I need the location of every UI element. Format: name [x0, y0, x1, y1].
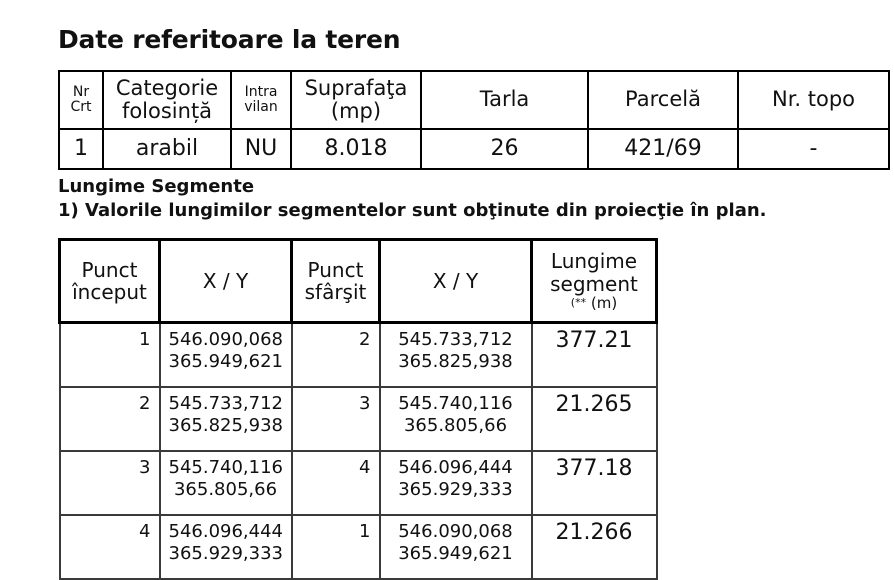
cell-xy-end: 545.740,116 365.805,66 [380, 387, 532, 451]
cell-xy-start: 546.090,068 365.949,621 [160, 323, 292, 388]
cell-punct-sfarsit: 1 [292, 515, 380, 579]
cell-categorie-folosinta: arabil [103, 129, 231, 169]
cell-punct-inceput: 2 [60, 387, 160, 451]
segment-lengths-table [58, 238, 658, 580]
cell-lungime-segment: 377.21 [532, 323, 657, 388]
cell-nr-topo: - [738, 129, 889, 169]
cell-punct-inceput: 4 [60, 515, 160, 579]
segment-notes [58, 175, 767, 223]
column-header-xy-start: X / Y [160, 240, 292, 323]
land-data-table [58, 70, 890, 170]
column-header-intravilan: Intra vilan [231, 71, 291, 129]
page-title: Date referitoare la teren [58, 25, 401, 54]
table-row [60, 323, 657, 388]
cell-punct-inceput: 1 [60, 323, 160, 388]
cell-punct-sfarsit: 3 [292, 387, 380, 451]
column-header-parcela: Parcelă [588, 71, 738, 129]
lungime-unit: (** (m) [570, 293, 618, 312]
notes-line-1: 1) Valorile lungimilor segmentelor sunt obţinute din proiecţie în plan. [58, 199, 767, 221]
cell-nr-crt: 1 [59, 129, 103, 169]
cell-lungime-segment: 377.18 [532, 451, 657, 515]
column-header-punct-inceput: Punct început [60, 240, 160, 323]
cell-lungime-segment: 21.265 [532, 387, 657, 451]
notes-heading: Lungime Segmente [58, 176, 255, 197]
cell-punct-sfarsit: 4 [292, 451, 380, 515]
cell-parcela: 421/69 [588, 129, 738, 169]
column-header-tarla: Tarla [421, 71, 588, 129]
cell-xy-end: 546.096,444 365.929,333 [380, 451, 532, 515]
cell-tarla: 26 [421, 129, 588, 169]
column-header-xy-end: X / Y [380, 240, 532, 323]
column-header-punct-sfarsit: Punct sfârşit [292, 240, 380, 323]
cell-xy-start: 546.096,444 365.929,333 [160, 515, 292, 579]
column-header-categorie-folosinta: Categorie folosință [103, 71, 231, 129]
column-header-lungime-segment: Lungime segment (** (m) [532, 240, 657, 323]
cell-suprafata: 8.018 [291, 129, 421, 169]
table-row [60, 451, 657, 515]
column-header-suprafata: Suprafaţa (mp) [291, 71, 421, 129]
column-header-nr-crt: Nr Crt [59, 71, 103, 129]
cell-punct-sfarsit: 2 [292, 323, 380, 388]
table-row [60, 515, 657, 579]
cell-xy-start: 545.740,116 365.805,66 [160, 451, 292, 515]
cell-lungime-segment: 21.266 [532, 515, 657, 579]
cell-punct-inceput: 3 [60, 451, 160, 515]
cell-xy-end: 546.090,068 365.949,621 [380, 515, 532, 579]
table-header-row [59, 71, 889, 129]
cell-xy-end: 545.733,712 365.825,938 [380, 323, 532, 388]
column-header-nr-topo: Nr. topo [738, 71, 889, 129]
table-row [59, 129, 889, 169]
table-row [60, 387, 657, 451]
cell-intravilan: NU [231, 129, 291, 169]
cell-xy-start: 545.733,712 365.825,938 [160, 387, 292, 451]
table-header-row [60, 240, 657, 323]
